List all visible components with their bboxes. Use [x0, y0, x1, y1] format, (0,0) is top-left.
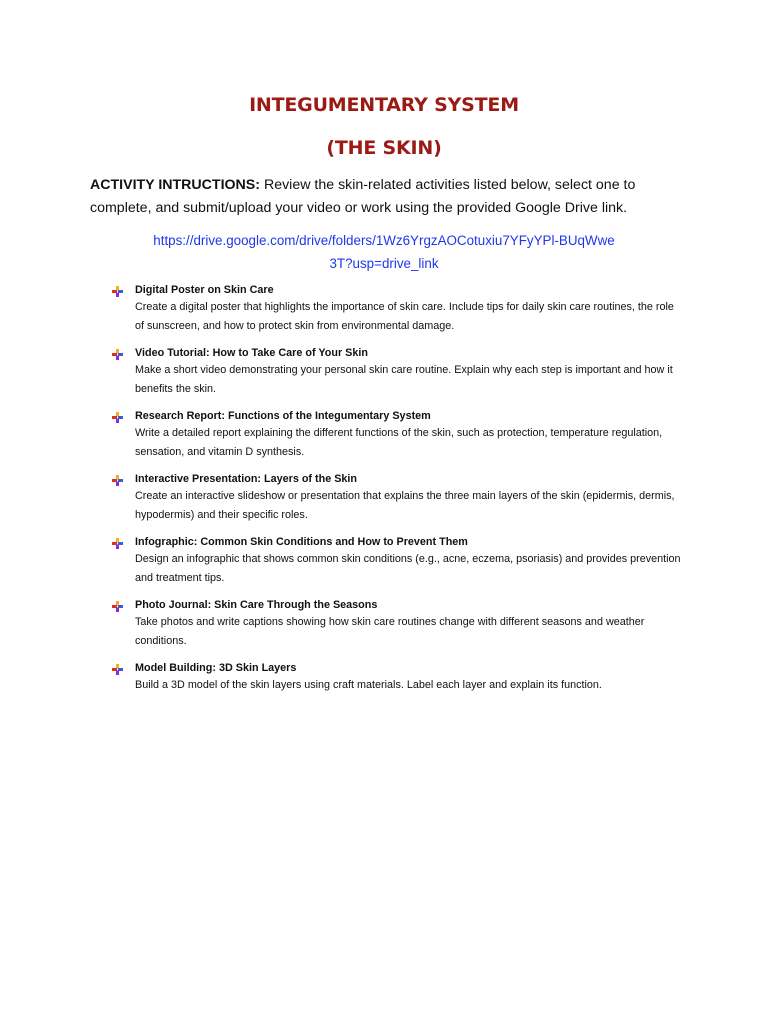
activity-title: Digital Poster on Skin Care [135, 284, 274, 296]
activity-instructions [90, 174, 690, 220]
document-title: INTEGUMENTARY SYSTEM [249, 94, 519, 116]
list-item [112, 661, 682, 695]
activity-title: Model Building: 3D Skin Layers [135, 662, 297, 674]
bullet-icon [112, 662, 123, 673]
list-item [112, 283, 682, 335]
bullet-icon [112, 347, 123, 358]
activity-title: Photo Journal: Skin Care Through the Seasons [135, 599, 378, 611]
activity-description: Take photos and write captions showing how skin care routines change with different seasons and weather conditions. [135, 616, 645, 647]
google-drive-link[interactable]: https://drive.google.com/drive/folders/1Wz6YrgzAOCotuxiu7YFyYPl-BUqWwe3T?usp=drive_link [153, 233, 615, 271]
activity-description: Make a short video demonstrating your personal skin care routine. Explain why each step is important and how it benefits the skin. [135, 364, 673, 395]
activity-list [112, 283, 682, 706]
bullet-icon [112, 599, 123, 610]
activity-description: Write a detailed report explaining the different functions of the skin, such as protection, temperature regulation, sensation, and vitamin D synthesis. [135, 427, 663, 458]
instructions-label: ACTIVITY INTRUCTIONS: [90, 177, 260, 193]
activity-title: Video Tutorial: How to Take Care of Your Skin [135, 347, 368, 359]
bullet-icon [112, 536, 123, 547]
activity-description: Design an infographic that shows common skin conditions (e.g., acne, eczema, psoriasis) and provides prevention and treatment tips. [135, 553, 681, 584]
activity-title: Infographic: Common Skin Conditions and How to Prevent Them [135, 536, 468, 548]
list-item [112, 598, 682, 650]
bullet-icon [112, 284, 123, 295]
activity-description: Create an interactive slideshow or presentation that explains the three main layers of the skin (epidermis, dermis, hypodermis) and their specific roles. [135, 490, 675, 521]
list-item [112, 472, 682, 524]
list-item [112, 409, 682, 461]
bullet-icon [112, 473, 123, 484]
list-item [112, 346, 682, 398]
instructions-text: Review the skin-related activities listed below, select one to complete, and submit/upload your video or work using the provided Google Drive link. [90, 177, 636, 216]
document-subtitle: (THE SKIN) [326, 137, 442, 159]
activity-description: Build a 3D model of the skin layers using craft materials. Label each layer and explain its function. [135, 679, 602, 691]
activity-title: Interactive Presentation: Layers of the Skin [135, 473, 358, 485]
activity-description: Create a digital poster that highlights the importance of skin care. Include tips for daily skin care routines, the role of sunscreen, and how to protect skin from environmental damage. [135, 301, 674, 332]
list-item [112, 535, 682, 587]
activity-title: Research Report: Functions of the Integumentary System [135, 410, 431, 422]
bullet-icon [112, 410, 123, 421]
